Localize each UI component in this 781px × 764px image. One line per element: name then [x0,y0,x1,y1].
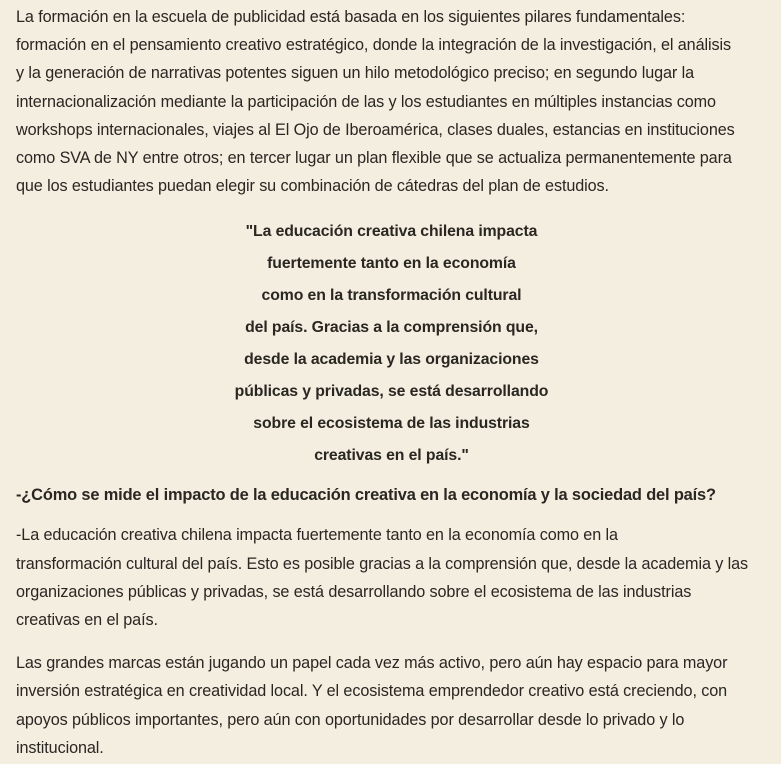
quote-line: creativas en el país." [314,447,469,465]
pull-quote [222,216,562,472]
text-line: inversión estratégica en creatividad local. Y el ecosistema emprendedor creativo está creciendo, con [16,682,728,701]
quote-line: fuertemente tanto en la economía [267,255,516,273]
text-line: La formación en la escuela de publicidad está basada en los siguientes pilares fundamentales: [16,8,686,26]
interview-question: -¿Cómo se mide el impacto de la educación creativa en la economía y la sociedad del país? [16,486,716,505]
quote-line: públicas y privadas, se está desarrollando [234,383,549,401]
text-line: creativas en el país. [16,611,158,630]
interview-answer [16,521,767,634]
text-line: -La educación creativa chilena impacta fuertemente tanto en la economía como en la [16,526,618,545]
text-line: organizaciones públicas y privadas, se está desarrollando sobre el ecosistema de las industrias [16,582,692,601]
quote-line: desde la academia y las organizaciones [244,351,539,369]
text-line: formación en el pensamiento creativo estratégico, donde la integración de la investigación, el análisis [16,36,731,55]
quote-line: del país. Gracias a la comprensión que, [245,319,538,337]
text-line: y la generación de narrativas potentes siguen un hilo metodológico preciso; en segundo lugar la [16,64,695,83]
text-line: institucional. [16,738,104,757]
quote-line: como en la transformación cultural [261,287,522,305]
text-line: transformación cultural del país. Esto es posible gracias a la comprensión que, desde la academia y las [16,554,749,573]
text-line: que los estudiantes puedan elegir su combinación de cátedras del plan de estudios. [16,177,609,196]
text-line: workshops internacionales, viajes al El Ojo de Iberoamérica, clases duales, estancias en instituciones [16,120,735,139]
quote-line: sobre el ecosistema de las industrias [253,415,530,433]
quote-line: "La educación creativa chilena impacta [245,223,538,241]
closing-paragraph [16,649,767,762]
text-line: como SVA de NY entre otros; en tercer lugar un plan flexible que se actualiza permanentemente para [16,149,732,168]
text-line: Las grandes marcas están jugando un papel cada vez más activo, pero aún hay espacio para mayor [16,654,728,673]
text-line: internacionalización mediante la participación de las y los estudiantes en múltiples instancias como [16,92,716,111]
intro-paragraph [16,0,767,200]
text-line: apoyos públicos importantes, pero aún con oportunidades por desarrollar desde lo privado y lo [16,710,685,729]
